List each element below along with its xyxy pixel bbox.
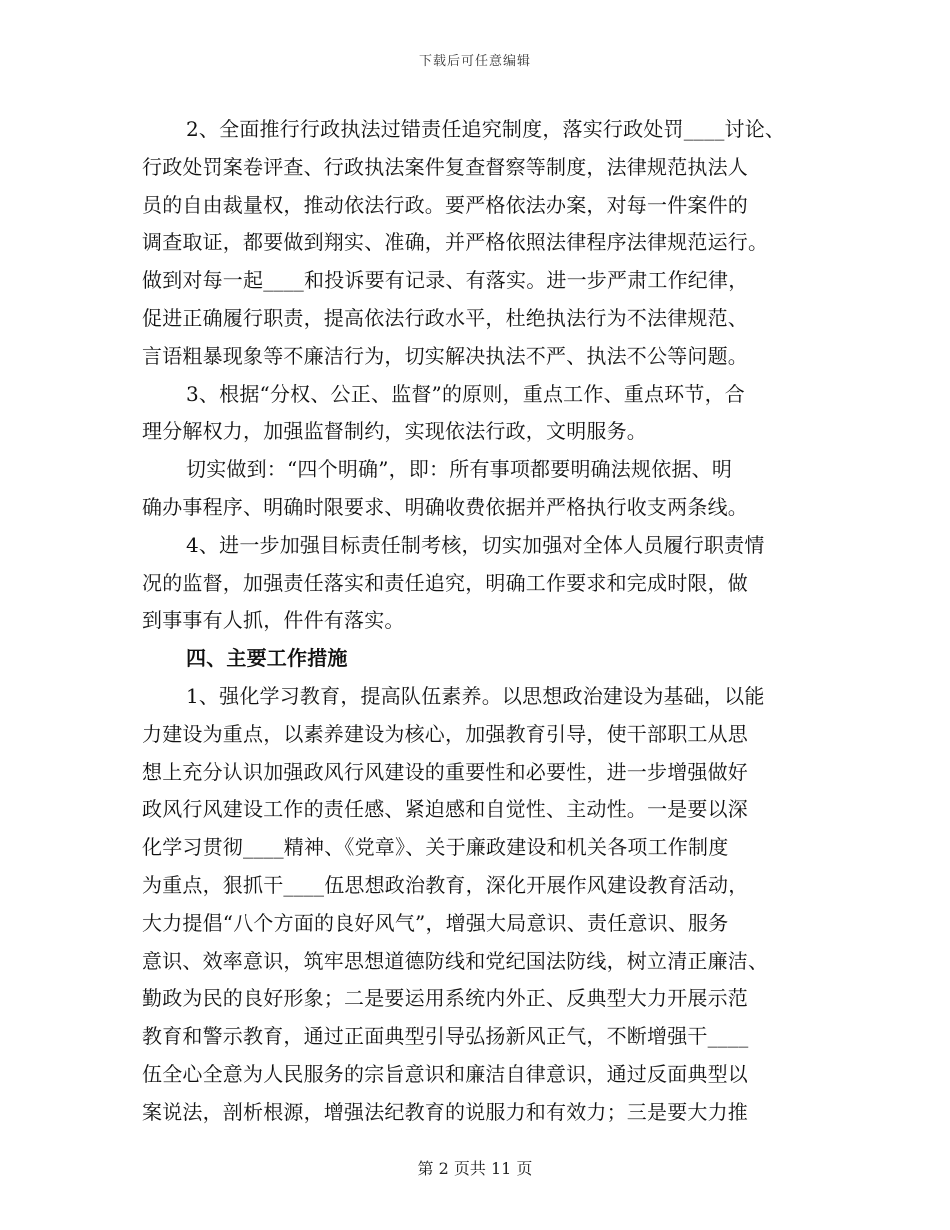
text-line: 为重点，狠抓干____伍思想政治教育，深化开展作风建设教育活动， xyxy=(142,872,749,897)
text-line: 理分解权力，加强监督制约，实现依法行政，文明服务。 xyxy=(142,419,647,444)
text-line: 伍全心全意为人民服务的宗旨意识和廉洁自律意识，通过反面典型以 xyxy=(142,1061,748,1086)
section-heading: 四、主要工作措施 xyxy=(186,646,348,671)
text-line: 勤政为民的良好形象；二是要运用系统内外正、反典型大力开展示范 xyxy=(142,986,748,1011)
text-line: 意识、效率意识，筑牢思想道德防线和党纪国法防线，树立清正廉洁、 xyxy=(142,948,769,973)
text-line: 调查取证，都要做到翔实、准确，并严格依照法律程序法律规范运行。 xyxy=(142,230,769,255)
text-line: 切实做到：“四个明确”，即：所有事项都要明确法规依据、明 xyxy=(186,457,733,482)
text-line: 1、强化学习教育，提高队伍素养。以思想政治建设为基础，以能 xyxy=(186,683,765,708)
text-line: 确办事程序、明确时限要求、明确收费依据并严格执行收支两条线。 xyxy=(142,494,748,519)
text-line: 促进正确履行职责，提高依法行政水平，杜绝执法行为不法律规范、 xyxy=(142,305,748,330)
document-body xyxy=(142,111,812,1132)
text-line: 政风行风建设工作的责任感、紧迫感和自觉性、主动性。一是要以深 xyxy=(142,797,748,822)
text-line: 力建设为重点，以素养建设为核心，加强教育引导，使干部职工从思 xyxy=(142,721,748,746)
page-footer: 第 2 页共 11 页 xyxy=(417,1159,533,1178)
text-line: 大力提倡“八个方面的良好风气”，增强大局意识、责任意识、服务 xyxy=(142,910,729,935)
text-line: 言语粗暴现象等不廉洁行为，切实解决执法不严、执法不公等问题。 xyxy=(142,343,748,368)
text-line: 做到对每一起____和投诉要有记录、有落实。进一步严肃工作纪律， xyxy=(142,268,749,293)
text-line: 行政处罚案卷评查、行政执法案件复查督察等制度，法律规范执法人 xyxy=(142,154,748,179)
text-line: 2、全面推行行政执法过错责任追究制度，落实行政处罚____讨论、 xyxy=(186,117,786,141)
text-line: 化学习贯彻____精神、《党章》、关于廉政建设和机关各项工作制度 xyxy=(142,835,729,860)
text-line: 想上充分认识加强政风行风建设的重要性和必要性，进一步增强做好 xyxy=(142,759,748,784)
text-line: 员的自由裁量权，推动依法行政。要严格依法办案，对每一件案件的 xyxy=(142,192,748,217)
page-header: 下载后可任意编辑 xyxy=(418,54,531,69)
text-line: 教育和警示教育，通过正面典型引导弘扬新风正气，不断增强干____ xyxy=(142,1024,749,1049)
text-line: 况的监督，加强责任落实和责任追究，明确工作要求和完成时限，做 xyxy=(142,570,748,595)
text-line: 4、进一步加强目标责任制考核，切实加强对全体人员履行职责情 xyxy=(186,532,765,557)
text-line: 3、根据“分权、公正、监督”的原则，重点工作、重点环节，合 xyxy=(186,381,745,406)
text-line: 到事事有人抓，件件有落实。 xyxy=(142,608,405,633)
text-line: 案说法，剖析根源，增强法纪教育的说服力和有效力；三是要大力推 xyxy=(142,1099,748,1124)
